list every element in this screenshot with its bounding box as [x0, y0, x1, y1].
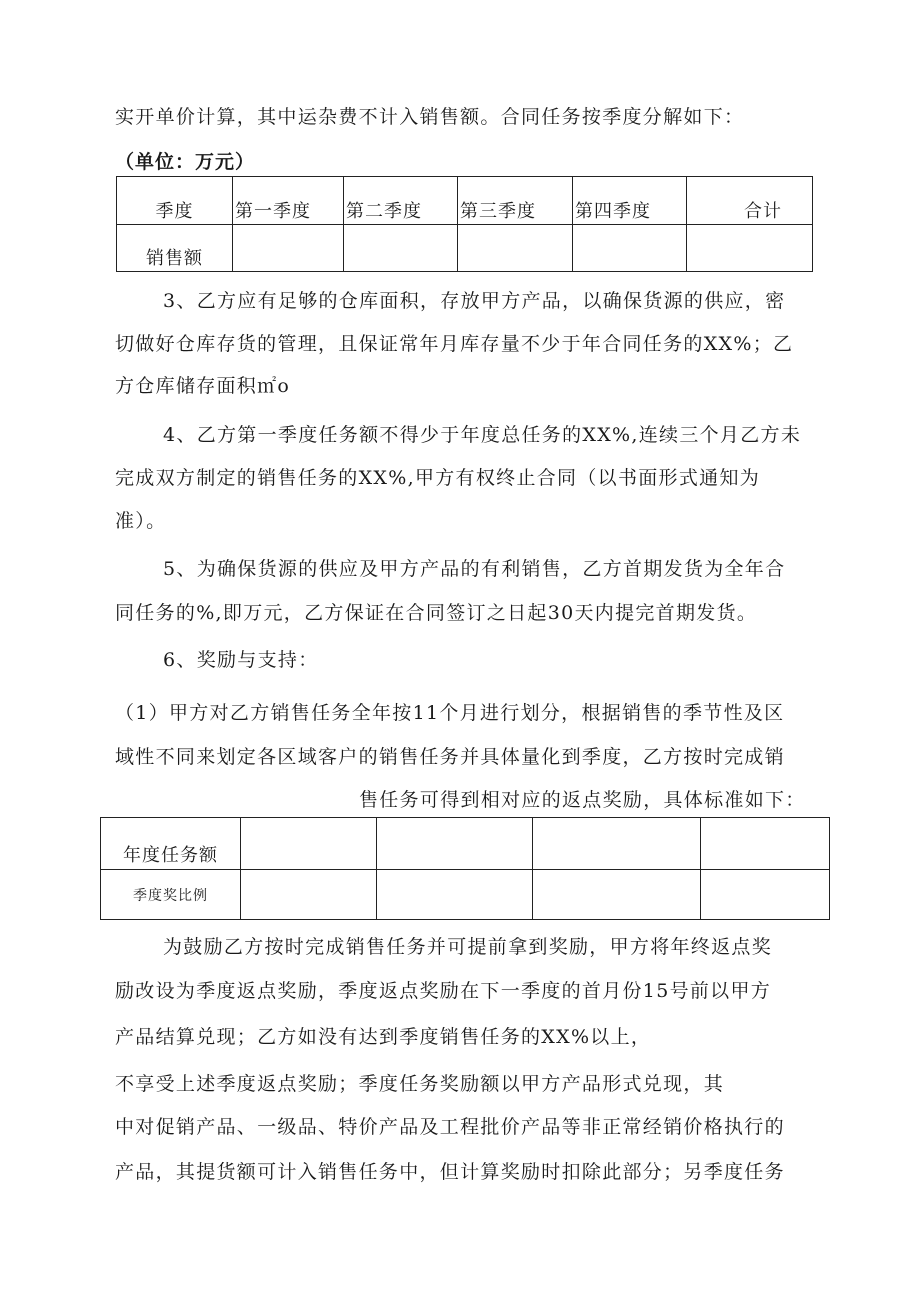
clause-6-1-line-3: 售任务可得到相对应的返点奖励，具体标准如下：	[359, 789, 806, 811]
clause-3-line-2: 切做好仓库存货的管理，且保证常年月库存量不少于年合同任务的XX%；乙	[115, 333, 794, 355]
rebate-paragraph-line-5: 中对促销产品、一级品、特价产品及工程批价产品等非正常经销价格执行的	[115, 1116, 785, 1138]
cell-annual-2	[377, 818, 533, 870]
clause-4-line-3: 准）。	[115, 510, 167, 532]
cell-sales-q2	[344, 225, 458, 272]
header-cell-total: 合计	[687, 177, 813, 225]
table-row-sales	[117, 225, 813, 272]
clause-5-line-2: 同任务的%,即万元，乙方保证在合同签订之日起30天内提完首期发货。	[115, 602, 758, 624]
cell-ratio-1	[241, 870, 377, 920]
rebate-paragraph-line-6: 产品，其提货额可计入销售任务中，但计算奖励时扣除此部分；另季度任务	[115, 1161, 785, 1183]
cell-sales-q1	[233, 225, 344, 272]
row-label-sales: 销售额	[117, 225, 233, 272]
header-cell-q1: 第一季度	[233, 177, 344, 225]
table-row-annual-task	[101, 818, 830, 870]
header-cell-q3: 第三季度	[458, 177, 573, 225]
clause-4-line-1: 4、乙方第一季度任务额不得少于年度总任务的XX%,连续三个月乙方未	[163, 424, 802, 446]
cell-sales-q3	[458, 225, 573, 272]
table-header-row	[117, 177, 813, 225]
clause-5-line-1: 5、为确保货源的供应及甲方产品的有利销售，乙方首期发货为全年合	[163, 558, 786, 580]
clause-4-line-2: 完成双方制定的销售任务的XX%,甲方有权终止合同（以书面形式通知为	[115, 467, 761, 489]
clause-3-line-1: 3、乙方应有足够的仓库面积，存放甲方产品，以确保货源的供应，密	[163, 290, 786, 312]
cell-annual-4	[701, 818, 830, 870]
cell-annual-3	[533, 818, 701, 870]
cell-ratio-4	[701, 870, 830, 920]
text-line-intro: 实开单价计算，其中运杂费不计入销售额。合同任务按季度分解如下：	[115, 106, 745, 128]
clause-3-line-3: 方仓库储存面积㎡o	[115, 375, 291, 397]
clause-6-1-line-1: （1）甲方对乙方销售任务全年按11个月进行划分，根据销售的季节性及区	[115, 702, 785, 724]
rebate-paragraph-line-1: 为鼓励乙方按时完成销售任务并可提前拿到奖励，甲方将年终返点奖	[163, 936, 773, 958]
cell-sales-total	[687, 225, 813, 272]
cell-annual-1	[241, 818, 377, 870]
rebate-paragraph-line-3: 产品结算兑现；乙方如没有达到季度销售任务的XX%以上，	[115, 1026, 652, 1048]
rebate-paragraph-line-2: 励改设为季度返点奖励，季度返点奖励在下一季度的首月份15号前以甲方	[115, 980, 772, 1002]
rebate-paragraph-line-4: 不享受上述季度返点奖励；季度任务奖励额以甲方产品形式兑现，其	[115, 1073, 725, 1095]
quarter-task-table	[116, 176, 813, 272]
header-cell-q2: 第二季度	[344, 177, 458, 225]
header-cell-quarter: 季度	[117, 177, 233, 225]
unit-label: （单位：万元）	[115, 151, 256, 173]
clause-6-1-line-2: 域性不同来划定各区域客户的销售任务并具体量化到季度，乙方按时完成销	[115, 746, 785, 768]
cell-ratio-3	[533, 870, 701, 920]
row-label-annual-task: 年度任务额	[101, 818, 241, 870]
cell-sales-q4	[573, 225, 687, 272]
rebate-standard-table	[100, 817, 830, 920]
clause-6-title: 6、奖励与支持：	[163, 649, 319, 671]
row-label-quarter-ratio: 季度奖比例	[101, 870, 241, 920]
table-row-quarter-ratio	[101, 870, 830, 920]
cell-ratio-2	[377, 870, 533, 920]
header-cell-q4: 第四季度	[573, 177, 687, 225]
